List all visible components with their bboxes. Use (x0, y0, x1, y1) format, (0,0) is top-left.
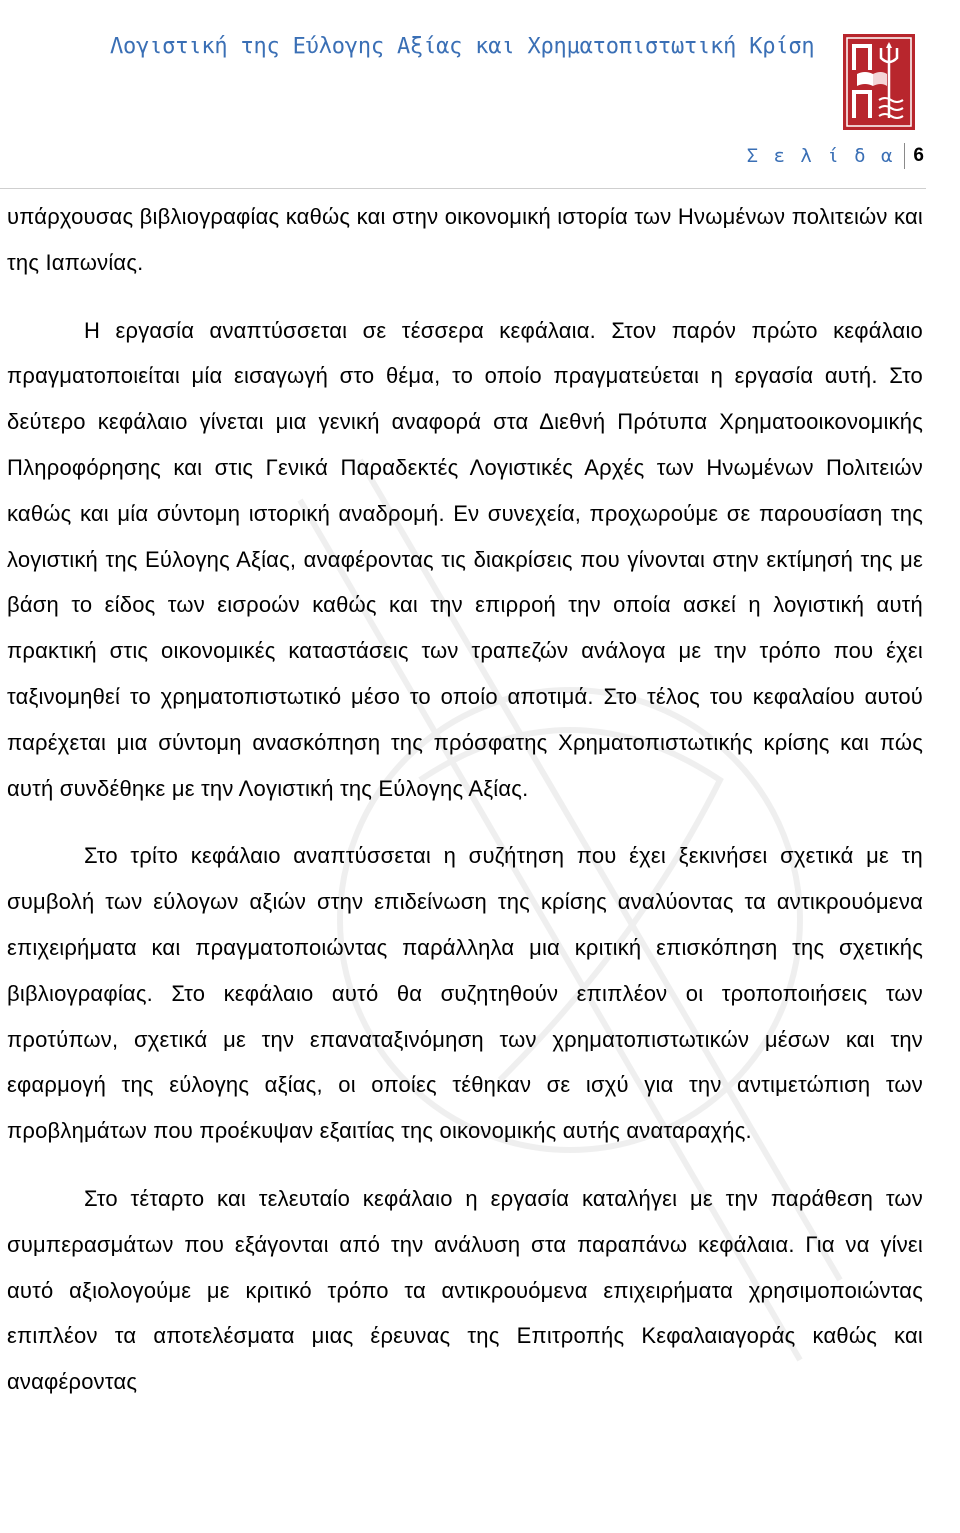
university-of-piraeus-logo-icon (843, 34, 915, 130)
paragraph-4: Στο τέταρτο και τελευταίο κεφάλαιο η εργασία καταλήγει με την παράθεση των συμπερασμάτων που εξάγονται από την ανάλυση στα παραπάνω κεφάλαια. Για να γίνει αυτό αξιολογούμε με κριτικό τρόπο τα αντικρουόμενα επιχειρήματα χρησιμοποιώντας επιπλέον τα αποτελέσματα μιας έρευνας της Επιτροπής Κεφαλαιαγοράς καθώς και αναφέροντας (7, 1185, 923, 1395)
paragraph-2: Η εργασία αναπτύσσεται σε τέσσερα κεφάλαια. Στον παρόν πρώτο κεφάλαιο πραγματοποιείται μία εισαγωγή στο θέμα, το οποίο πραγματεύεται η εργασία αυτή. Στο δεύτερο κεφάλαιο γίνεται μια γενική αναφορά στα Διεθνή Πρότυπα Χρηματοοικονομικής Πληροφόρησης και στις Γενικά Παραδεκτές Λογιστικές Αρχές των Ηνωμένων Πολιτειών καθώς και μία σύντομη ιστορική αναδρομή. Εν συνεχεία, προχωρούμε σε παρουσίαση της λογιστική της Εύλογης Αξίας, αναφέροντας τις διακρίσεις που γίνονται στην εκτίμησή της με βάση το είδος των εισροών καθώς και την επιρροή την οποία ασκεί η λογιστική αυτή πρακτική στις οικονομικές καταστάσεις των τραπεζών ανάλογα με την τρόπο που έχει ταξινομηθεί το χρηματοπιστωτικό μέσο το οποίο αποτιμά. Στο τέλος του κεφαλαίου αυτού παρέχεται μια σύντομη ανασκόπηση της πρόσφατης Χρηματοπιστωτικής κρίσης και πώς αυτή συνδέθηκε με την Λογιστική της Εύλογης Αξίας. (7, 317, 923, 801)
header-divider (0, 188, 926, 189)
document-title: Λογιστική της Εύλογης Αξίας και Χρηματοπιστωτική Κρίση (110, 34, 815, 59)
paragraph-3: Στο τρίτο κεφάλαιο αναπτύσσεται η συζήτηση που έχει ξεκινήσει σχετικά με τη συμβολή των εύλογων αξιών στην επιδείνωση της κρίσης αναλύοντας τα αντικρουόμενα επιχειρήματα και πραγματοποιώντας παράλληλα μια κριτική επισκόπηση της σχετικής βιβλιογραφίας. Στο κεφάλαιο αυτό θα συζητηθούν επιπλέον οι τροποποιήσεις των προτύπων, σχετικά με την επαναταξινόμηση των χρηματοπιστωτικών μέσων και την εφαρμογή της εύλογης αξίας, οι οποίες τέθηκαν σε ισχύ για την αντιμετώπιση των προβλημάτων που προέκυψαν εξαιτίας της οικονομικής αυτής αναταραχής. (7, 843, 923, 1144)
page-label: Σ ε λ ί δ α (746, 145, 895, 167)
page-number: 6 (913, 145, 924, 166)
document-body (7, 194, 923, 1405)
paragraph-1: υπάρχουσας βιβλιογραφίας καθώς και στην οικονομική ιστορία των Ηνωμένων πολιτειών και της Ιαπωνίας. (7, 204, 923, 275)
page-header (0, 0, 960, 167)
page-number-area (747, 140, 924, 172)
page-number-divider (904, 143, 905, 169)
